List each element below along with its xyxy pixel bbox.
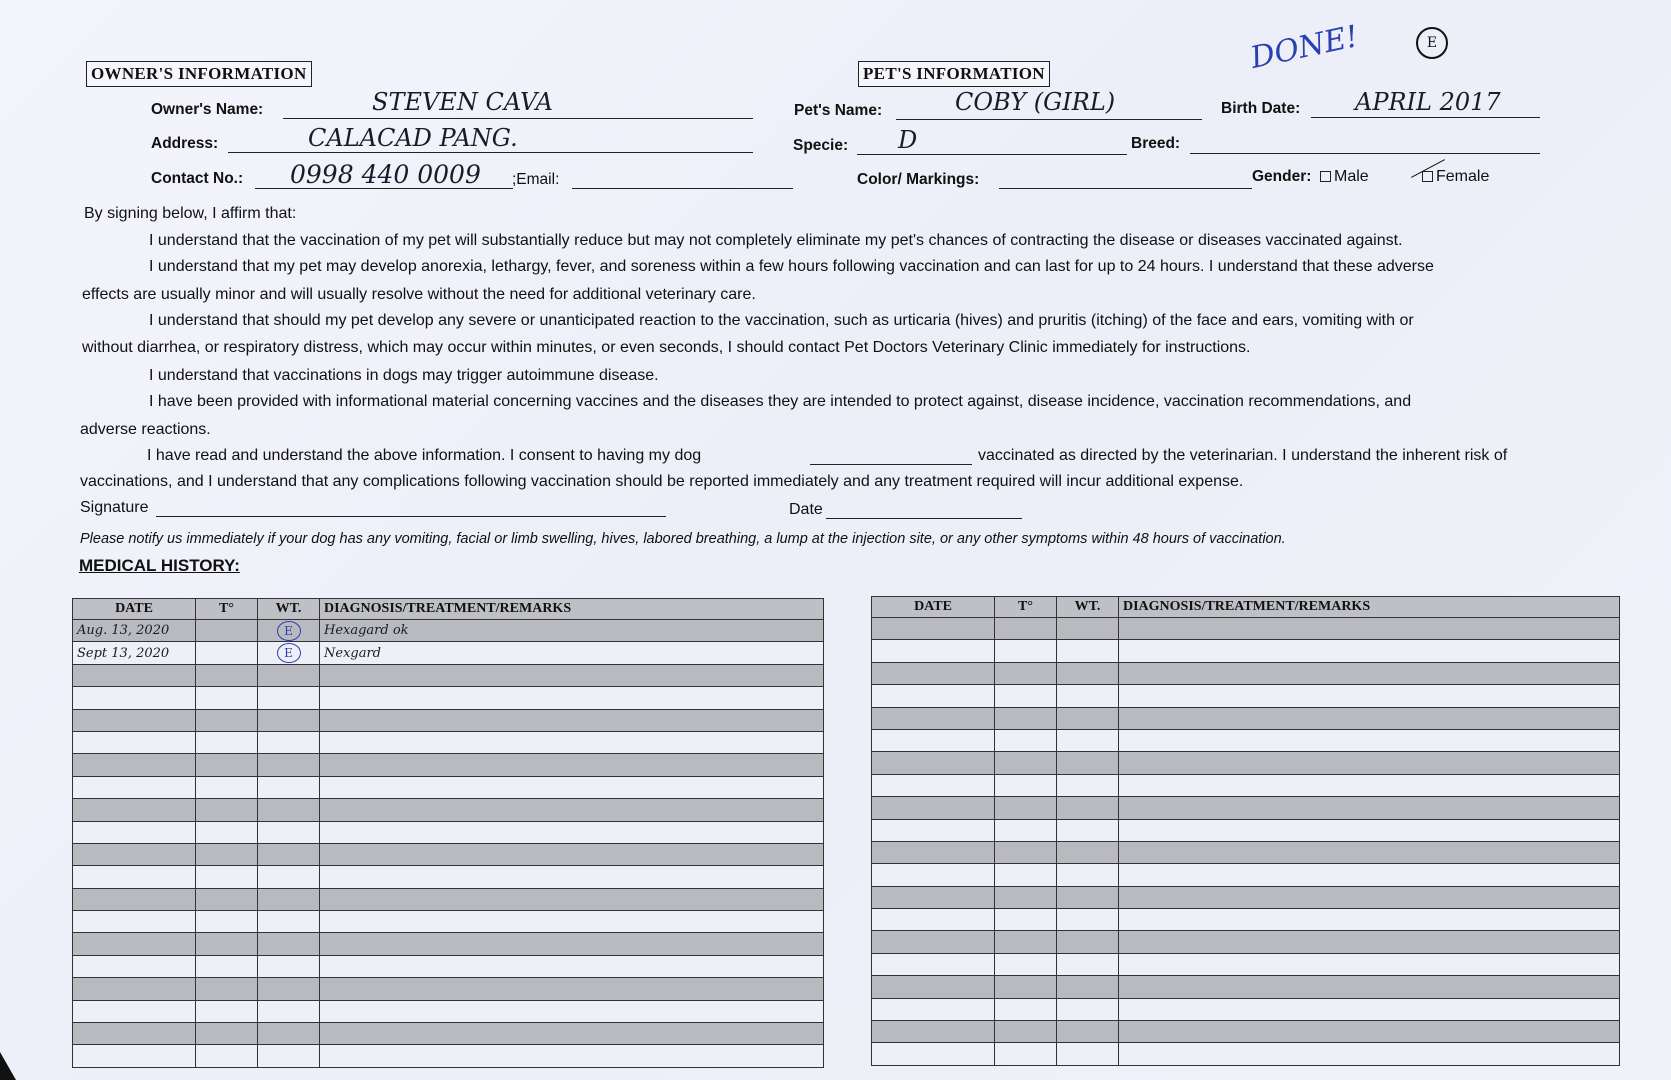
cell-date[interactable]	[872, 640, 995, 662]
circled-weight-mark: E	[277, 643, 301, 663]
cell-date[interactable]	[872, 1021, 995, 1043]
col-temp: T°	[196, 599, 258, 620]
cell-remarks[interactable]	[320, 978, 824, 1000]
notice-text: Please notify us immediately if your dog has any vomiting, facial or limb swelling, hives, labored breathing, a lump at the injection site, or any other symptoms within 48 hours of vaccination.	[80, 531, 1286, 547]
table-row	[73, 843, 824, 865]
consent-p5b: adverse reactions.	[80, 421, 211, 438]
cell-remarks[interactable]: Hexagard ok	[320, 620, 824, 642]
cell-wt[interactable]	[1057, 931, 1119, 953]
cell-temp[interactable]	[995, 909, 1057, 931]
cell-temp[interactable]	[196, 731, 258, 753]
cell-temp[interactable]	[995, 685, 1057, 707]
specie-field[interactable]: D	[898, 126, 918, 154]
cell-temp[interactable]	[995, 752, 1057, 774]
cell-temp[interactable]	[995, 774, 1057, 796]
table-row	[872, 953, 1620, 975]
done-annotation: DONE!	[1247, 19, 1362, 76]
cell-wt[interactable]	[1057, 797, 1119, 819]
cell-temp[interactable]	[196, 843, 258, 865]
cell-remarks[interactable]: Nexgard	[320, 642, 824, 664]
cell-remarks[interactable]	[320, 709, 824, 731]
cell-temp[interactable]	[995, 976, 1057, 998]
cell-temp[interactable]	[995, 1043, 1057, 1065]
col-remarks: DIAGNOSIS/TREATMENT/REMARKS	[320, 599, 824, 620]
cell-wt[interactable]	[258, 1000, 320, 1022]
cell-remarks[interactable]	[1119, 707, 1620, 729]
cell-wt[interactable]	[258, 709, 320, 731]
cell-remarks[interactable]	[1119, 685, 1620, 707]
cell-wt[interactable]	[1057, 662, 1119, 684]
cell-remarks[interactable]	[1119, 1021, 1620, 1043]
table-row	[73, 664, 824, 686]
cell-wt[interactable]	[1057, 707, 1119, 729]
cell-remarks[interactable]	[1119, 774, 1620, 796]
col-date: DATE	[872, 597, 995, 618]
table-row	[73, 978, 824, 1000]
cell-temp[interactable]	[196, 754, 258, 776]
cell-date[interactable]	[872, 819, 995, 841]
owner-name-field[interactable]: STEVEN CAVA	[372, 88, 553, 116]
col-weight: WT.	[1057, 597, 1119, 618]
cell-remarks[interactable]	[1119, 998, 1620, 1020]
cell-date[interactable]	[872, 931, 995, 953]
col-weight: WT.	[258, 599, 320, 620]
cell-wt[interactable]	[258, 888, 320, 910]
cell-remarks[interactable]	[1119, 976, 1620, 998]
table-row	[73, 776, 824, 798]
table-row	[73, 821, 824, 843]
cell-wt[interactable]	[258, 955, 320, 977]
cell-remarks[interactable]	[1119, 797, 1620, 819]
table-row	[73, 709, 824, 731]
pet-name-line	[896, 119, 1202, 120]
cell-temp[interactable]	[995, 998, 1057, 1020]
cell-wt[interactable]	[1057, 998, 1119, 1020]
table-row	[872, 640, 1620, 662]
consent-intro: By signing below, I affirm that:	[84, 205, 297, 222]
birth-date-field[interactable]: APRIL 2017	[1355, 88, 1501, 116]
cell-wt[interactable]	[258, 620, 320, 642]
cell-wt[interactable]	[1057, 729, 1119, 751]
cell-date[interactable]	[73, 799, 196, 821]
table-row	[73, 799, 824, 821]
cell-date[interactable]	[73, 978, 196, 1000]
cell-temp[interactable]	[995, 931, 1057, 953]
table-row	[73, 731, 824, 753]
specie-line	[857, 154, 1127, 155]
cell-remarks[interactable]	[1119, 909, 1620, 931]
cell-temp[interactable]	[196, 888, 258, 910]
cell-remarks[interactable]	[1119, 640, 1620, 662]
cell-wt[interactable]	[1057, 774, 1119, 796]
consent-p3b: without diarrhea, or respiratory distress, which may occur within minutes, or even seconds, I should contact Pet Doctors Veterinary Clinic immediately for instructions.	[82, 339, 1251, 356]
circled-mark: E	[1416, 27, 1448, 59]
cell-date[interactable]	[73, 664, 196, 686]
pet-info-header: PET'S INFORMATION	[858, 61, 1050, 87]
cell-date[interactable]	[73, 709, 196, 731]
cell-remarks[interactable]	[1119, 931, 1620, 953]
color-markings-label: Color/ Markings:	[857, 171, 980, 188]
email-line	[572, 188, 793, 189]
medical-history-title: MEDICAL HISTORY:	[79, 556, 240, 575]
cell-temp[interactable]	[196, 1045, 258, 1067]
cell-temp[interactable]	[995, 797, 1057, 819]
cell-wt[interactable]	[1057, 685, 1119, 707]
cell-remarks[interactable]	[1119, 618, 1620, 640]
cell-date[interactable]	[872, 618, 995, 640]
female-label: Female	[1436, 168, 1490, 185]
cell-date[interactable]	[73, 955, 196, 977]
cell-date[interactable]	[73, 843, 196, 865]
cell-temp[interactable]	[196, 978, 258, 1000]
date-label: Date	[789, 501, 823, 518]
table-row	[73, 687, 824, 709]
cell-wt[interactable]	[258, 776, 320, 798]
table-row	[872, 886, 1620, 908]
table-row	[872, 797, 1620, 819]
cell-date[interactable]	[872, 662, 995, 684]
cell-wt[interactable]	[258, 642, 320, 664]
cell-remarks[interactable]	[320, 933, 824, 955]
cell-temp[interactable]	[196, 664, 258, 686]
cell-date[interactable]	[73, 754, 196, 776]
contact-label: Contact No.:	[151, 170, 244, 187]
consent-p5a: I have been provided with informational material concerning vaccines and the diseases they are intended to protect against, disease incidence, vaccination recommendations, and	[149, 393, 1412, 410]
cell-temp[interactable]	[995, 707, 1057, 729]
circled-weight-mark: E	[277, 621, 301, 641]
table-row	[872, 752, 1620, 774]
cell-temp[interactable]	[196, 642, 258, 664]
cell-date[interactable]	[73, 1023, 196, 1045]
cell-temp[interactable]	[995, 864, 1057, 886]
consent-p4: I understand that vaccinations in dogs may trigger autoimmune disease.	[149, 367, 659, 384]
cell-remarks[interactable]	[320, 754, 824, 776]
table-row	[872, 1021, 1620, 1043]
cell-temp[interactable]	[995, 1021, 1057, 1043]
table-row	[872, 774, 1620, 796]
table-row	[73, 620, 824, 642]
table-row	[872, 909, 1620, 931]
cell-temp[interactable]	[196, 1023, 258, 1045]
table-row	[872, 618, 1620, 640]
cell-date[interactable]	[872, 797, 995, 819]
breed-label: Breed:	[1131, 135, 1181, 152]
cell-wt[interactable]	[1057, 618, 1119, 640]
cell-date[interactable]	[872, 998, 995, 1020]
consent-p2a: I understand that my pet may develop anorexia, lethargy, fever, and soreness within a few hours following vaccination and can last for up to 24 hours. I understand that these adverse	[149, 258, 1434, 275]
table-row	[73, 642, 824, 664]
cell-temp[interactable]	[995, 640, 1057, 662]
table-row	[73, 933, 824, 955]
cell-temp[interactable]	[196, 911, 258, 933]
cell-wt[interactable]	[1057, 886, 1119, 908]
cell-remarks[interactable]	[1119, 886, 1620, 908]
table-row	[73, 1045, 824, 1067]
table-row	[872, 685, 1620, 707]
medical-history-table-left	[72, 598, 824, 1068]
cell-remarks[interactable]	[320, 911, 824, 933]
cell-date[interactable]	[872, 864, 995, 886]
cell-temp[interactable]	[196, 955, 258, 977]
gender-female-option[interactable]	[1418, 168, 1489, 186]
cell-wt[interactable]	[1057, 976, 1119, 998]
cell-date[interactable]	[872, 752, 995, 774]
table-row	[872, 707, 1620, 729]
male-label: Male	[1334, 168, 1369, 185]
cell-date[interactable]	[872, 886, 995, 908]
cell-remarks[interactable]	[320, 955, 824, 977]
address-label: Address:	[151, 135, 219, 152]
table-row	[872, 976, 1620, 998]
gender-label: Gender:	[1252, 168, 1312, 185]
cell-date[interactable]	[73, 888, 196, 910]
cell-date[interactable]	[872, 953, 995, 975]
consent-p6a-post: vaccinated as directed by the veterinarian. I understand the inherent risk of	[978, 447, 1508, 464]
cell-date[interactable]	[872, 729, 995, 751]
cell-temp[interactable]	[196, 933, 258, 955]
cell-date[interactable]	[73, 933, 196, 955]
dog-name-line[interactable]	[810, 464, 972, 465]
cell-temp[interactable]	[196, 687, 258, 709]
table-row	[872, 931, 1620, 953]
cell-wt[interactable]	[1057, 1043, 1119, 1065]
table-row	[872, 819, 1620, 841]
address-field[interactable]: CALACAD PANG.	[308, 124, 518, 152]
cell-temp[interactable]	[196, 709, 258, 731]
date-line[interactable]	[826, 518, 1022, 519]
specie-label: Specie:	[793, 137, 849, 154]
cell-date[interactable]	[872, 774, 995, 796]
cell-wt[interactable]	[1057, 752, 1119, 774]
cell-date[interactable]	[73, 821, 196, 843]
cell-date[interactable]	[73, 866, 196, 888]
cell-remarks[interactable]	[1119, 752, 1620, 774]
table-row	[73, 888, 824, 910]
cell-remarks[interactable]	[320, 821, 824, 843]
cell-date[interactable]	[872, 841, 995, 863]
cell-temp[interactable]	[995, 618, 1057, 640]
cell-remarks[interactable]	[320, 888, 824, 910]
cell-wt[interactable]	[258, 843, 320, 865]
cell-wt[interactable]	[1057, 841, 1119, 863]
cell-wt[interactable]	[1057, 640, 1119, 662]
cell-temp[interactable]	[196, 776, 258, 798]
table-row	[872, 841, 1620, 863]
cell-date[interactable]	[872, 909, 995, 931]
table-row	[872, 729, 1620, 751]
owner-info-header: OWNER'S INFORMATION	[86, 61, 312, 87]
cell-temp[interactable]	[995, 953, 1057, 975]
owner-name-line	[283, 118, 753, 119]
cell-remarks[interactable]	[320, 731, 824, 753]
cell-wt[interactable]	[258, 664, 320, 686]
cell-date[interactable]	[73, 731, 196, 753]
table-row	[73, 955, 824, 977]
email-label: ;Email:	[512, 171, 560, 188]
cell-date[interactable]: Aug. 13, 2020	[73, 620, 196, 642]
cell-wt[interactable]	[258, 687, 320, 709]
owner-name-label: Owner's Name:	[151, 101, 264, 118]
consent-p3a: I understand that should my pet develop any severe or unanticipated reaction to the vaccination, such as urticaria (hives) and pruritis (itching) of the face and ears, vomiting with or	[149, 312, 1414, 329]
cell-wt[interactable]	[258, 821, 320, 843]
cell-date[interactable]	[73, 687, 196, 709]
birth-date-label: Birth Date:	[1221, 100, 1301, 117]
cell-wt[interactable]	[258, 731, 320, 753]
table-row	[872, 864, 1620, 886]
gender-male-option[interactable]	[1316, 168, 1369, 186]
cell-date[interactable]	[872, 707, 995, 729]
cell-temp[interactable]	[995, 662, 1057, 684]
consent-p6b: vaccinations, and I understand that any complications following vaccination should be reported immediately and any treatment required will incur additional expense.	[80, 473, 1244, 490]
table-row	[872, 998, 1620, 1020]
consent-p6a-pre: I have read and understand the above information. I consent to having my dog	[147, 447, 702, 464]
table-row	[872, 1043, 1620, 1065]
col-temp: T°	[995, 597, 1057, 618]
cell-remarks[interactable]	[320, 776, 824, 798]
address-line	[228, 152, 753, 153]
cell-temp[interactable]	[995, 886, 1057, 908]
cell-date[interactable]	[73, 1000, 196, 1022]
male-checkbox[interactable]	[1320, 171, 1331, 182]
torn-corner	[0, 1052, 16, 1080]
cell-remarks[interactable]	[1119, 953, 1620, 975]
cell-date[interactable]	[73, 911, 196, 933]
consent-p1: I understand that the vaccination of my pet will substantially reduce but may not completely eliminate my pet's chances of contracting the disease or diseases vaccinated against.	[149, 232, 1403, 249]
contact-field[interactable]: 0998 440 0009	[290, 160, 481, 189]
cell-remarks[interactable]	[1119, 1043, 1620, 1065]
table-row	[73, 866, 824, 888]
cell-wt[interactable]	[258, 1045, 320, 1067]
cell-wt[interactable]	[1057, 864, 1119, 886]
table-row	[73, 1023, 824, 1045]
cell-wt[interactable]	[1057, 819, 1119, 841]
cell-wt[interactable]	[1057, 909, 1119, 931]
signature-label: Signature	[80, 499, 149, 516]
cell-temp[interactable]	[995, 729, 1057, 751]
cell-remarks[interactable]	[320, 1000, 824, 1022]
cell-remarks[interactable]	[320, 866, 824, 888]
cell-wt[interactable]	[258, 799, 320, 821]
signature-line[interactable]	[156, 516, 666, 517]
pet-name-field[interactable]: COBY (GIRL)	[955, 88, 1116, 116]
medical-history-table-right	[871, 596, 1620, 1066]
pet-name-label: Pet's Name:	[794, 102, 883, 119]
cell-remarks[interactable]	[1119, 662, 1620, 684]
cell-temp[interactable]	[196, 821, 258, 843]
cell-wt[interactable]	[258, 754, 320, 776]
birth-date-line	[1311, 117, 1540, 118]
cell-temp[interactable]	[196, 799, 258, 821]
cell-date[interactable]	[73, 1045, 196, 1067]
cell-wt[interactable]	[258, 911, 320, 933]
cell-wt[interactable]	[1057, 953, 1119, 975]
cell-wt[interactable]	[258, 933, 320, 955]
cell-remarks[interactable]	[320, 687, 824, 709]
cell-wt[interactable]	[258, 978, 320, 1000]
col-date: DATE	[73, 599, 196, 620]
cell-date[interactable]	[872, 1043, 995, 1065]
cell-remarks[interactable]	[1119, 729, 1620, 751]
table-row	[73, 754, 824, 776]
cell-remarks[interactable]	[320, 1045, 824, 1067]
cell-temp[interactable]	[995, 841, 1057, 863]
cell-remarks[interactable]	[320, 1023, 824, 1045]
cell-wt[interactable]	[258, 1023, 320, 1045]
table-row	[872, 662, 1620, 684]
breed-line	[1190, 153, 1540, 154]
table-row	[73, 1000, 824, 1022]
cell-date[interactable]	[872, 976, 995, 998]
cell-remarks[interactable]	[320, 664, 824, 686]
cell-remarks[interactable]	[1119, 819, 1620, 841]
col-remarks: DIAGNOSIS/TREATMENT/REMARKS	[1119, 597, 1620, 618]
table-row	[73, 911, 824, 933]
cell-wt[interactable]	[258, 866, 320, 888]
cell-wt[interactable]	[1057, 1021, 1119, 1043]
cell-temp[interactable]	[196, 1000, 258, 1022]
cell-date[interactable]	[73, 776, 196, 798]
consent-p2b: effects are usually minor and will usually resolve without the need for additional veterinary care.	[82, 286, 756, 303]
cell-remarks[interactable]	[320, 843, 824, 865]
cell-remarks[interactable]	[1119, 864, 1620, 886]
cell-temp[interactable]	[995, 819, 1057, 841]
color-markings-line	[999, 188, 1252, 189]
cell-remarks[interactable]	[1119, 841, 1620, 863]
cell-date[interactable]: Sept 13, 2020	[73, 642, 196, 664]
cell-date[interactable]	[872, 685, 995, 707]
female-checkbox[interactable]	[1422, 171, 1433, 182]
cell-remarks[interactable]	[320, 799, 824, 821]
cell-temp[interactable]	[196, 866, 258, 888]
cell-temp[interactable]	[196, 620, 258, 642]
